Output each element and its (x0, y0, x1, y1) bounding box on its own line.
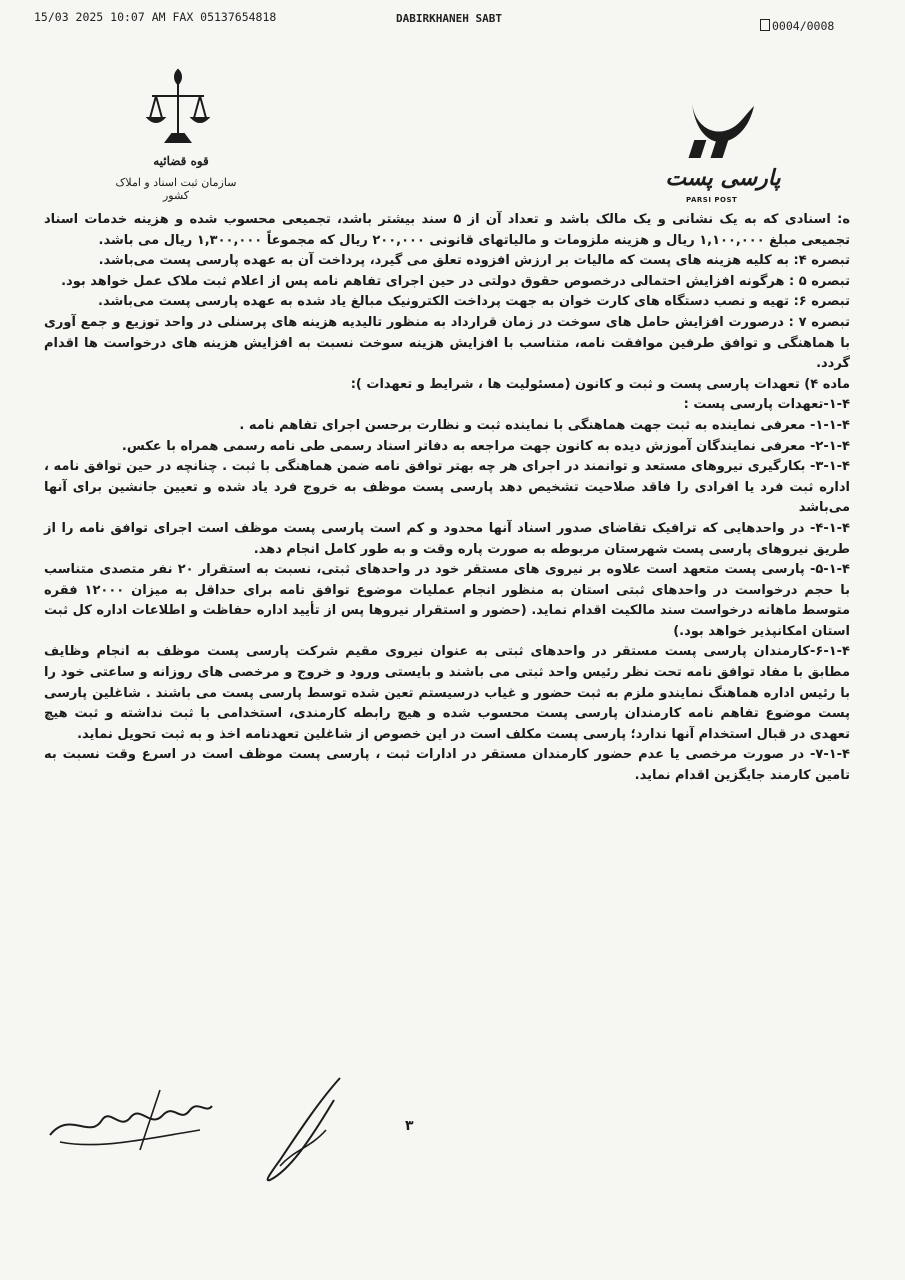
clause-4-1-5: ۵-۱-۴- پارسی پست متعهد است علاوه بر نیروی های مستقر خود در واحدهای ثبتی، نسبت به استقرار ۲۰ نفر متصدی متناسب با حجم درخواست در واحدهای ثبتی استان به منظور انجام عملیات موضوع توافق نامه برای حداقل به میزان ۱۲۰۰۰ فقره متوسط ماهانه درخواست سند مالکیت اقدام نماید. (حضور و استقرار نیروها پس از تأیید اداره حفاظت و اطلاعات اداره کل ثبت استان امکانپذیر خواهد بود.) (44, 562, 850, 639)
note-4: تبصره ۴: به کلیه هزینه های پست که مالیات بر ارزش افزوده تعلق می گیرد، پرداخت آن به عهده پارسی پست می‌باشد. (98, 253, 850, 269)
document-body (44, 210, 850, 787)
page-number: ۳ (405, 1118, 414, 1134)
fax-timestamp: 15/03 2025 10:07 AM FAX 05137654818 (34, 10, 277, 24)
clause-4-1-2: ۲-۱-۴- معرفی نمایندگان آموزش دیده به کانون جهت مراجعه به دفاتر اسناد رسمی طی نامه رسمی همراه با عکس. (121, 438, 850, 454)
paragraph-h: ه: اسنادی که به یک نشانی و یک مالک باشد و تعداد آن از ۵ سند بیشتر باشد، تجمیعی محسوب شده و هزینه خدمات اسناد تجمیعی مبلغ ۱,۱۰۰,۰۰۰ ریال و هزینه ملزومات و مالیاتهای قانونی ۲۰۰,۰۰۰ ریال که مجموعاً ۱,۳۰۰,۰۰۰ ریال می باشد. (44, 212, 850, 248)
scales-of-justice-icon (146, 66, 210, 152)
note-7: تبصره ۷ : درصورت افزایش حامل های سوخت در زمان قرارداد به منظور تالیدیه هزینه های پرسنلی در واحد توزیع و جمع آوری با هماهنگی و توافق طرفین موافقت نامه، متناسب با افزایش هزینه سوخت نسبت به افزایش هزینه های درخواست ها اقدام گردد. (44, 314, 850, 372)
organization-title: سازمان ثبت اسناد و املاک کشور (115, 176, 237, 202)
note-5: تبصره ۵ : هرگونه افزایش احتمالی درخصوص حقوق دولتی در حین اجرای تفاهم نامه پس از اعلام ثبت ملاک عمل خواهد بود. (61, 273, 850, 289)
article-4-heading: ماده ۴) تعهدات پارسی پست و ثبت و کانون (مسئولیت ها ، شرایط و تعهدات ): (350, 376, 850, 392)
logo-wordmark: پارسی پست (665, 166, 781, 191)
clause-4-1-4: ۴-۱-۴- در واحدهایی که ترافیک تقاضای صدور اسناد آنها محدود و کم است پارسی پست موظف است اجرای توافق نامه را از طریق نیروهای پارسی پست شهرستان مربوطه به صورت پاره وقت و به طور کامل انجام دهد. (44, 520, 850, 557)
clause-4-1-7: ۷-۱-۴- در صورت مرخصی یا عدم حضور کارمندان مستقر در ادارات ثبت ، پارسی پست موظف است در اسرع وقت نسبت به تامین کارمند جایگزین اقدام نماید. (44, 747, 850, 784)
fax-page-count (760, 19, 834, 33)
fax-header (0, 8, 905, 33)
fax-page-count-text: 0004/0008 (772, 19, 835, 33)
section-4-1-heading: ۱-۴-تعهدات پارسی پست : (683, 397, 850, 413)
fax-sender: DABIRKHANEH SABT (396, 12, 502, 25)
signature-right (250, 1070, 370, 1190)
signature-left (40, 1080, 220, 1160)
judiciary-title: قوه قضائیه (153, 154, 209, 168)
clause-4-1-1: ۱-۱-۴- معرفی نماینده به ثبت جهت هماهنگی با نماینده ثبت و نظارت برحسن اجرای تفاهم نامه . (239, 417, 850, 433)
parsi-post-mark-icon (684, 98, 764, 164)
parsi-post-logo (660, 98, 786, 212)
clause-4-1-6: ۶-۱-۴-کارمندان پارسی پست مستقر در واحدهای ثبتی به عنوان نیروی مقیم شرکت پارسی پست موظف به انجام وظایف مطابق با مفاد توافق نامه تحت نظر رئیس واحد ثبتی می باشند و بایستی ورود و خروج و مرخصی های روزانه و ساعتی خود را با رئیس اداره هماهنگ نمایندو ملزم به ثبت حضور و غیاب درسیستم تعین شده توسط پارسی پست می باشند . شاغلین پارسی پست موضوع تفاهم نامه کارمندان پارسی پست محسوب شده و هیچ رابطه کارمندی، استخدامی با ثبت نداشته و ثبت هیچ تعهدی در قبال استخدام آنها ندارد؛ پارسی پست مکلف است در این خصوص از شاغلین تعهدنامه اخذ و به ثبت تحویل نماید. (44, 644, 850, 742)
clause-4-1-3: ۳-۱-۴- بکارگیری نیروهای مستعد و توانمند در اجرای هر چه بهتر توافق نامه ضمن هماهنگی با ثبت . چنانچه در حین توافق نامه ، اداره ثبت فرد یا افرادی را فاقد صلاحیت تشخیص دهد پارسی پست موظف به خروج فرد یاد شده و تعیین جانشین برای آنها می‌باشد (44, 459, 850, 516)
note-6: تبصره ۶: تهیه و نصب دستگاه های کارت خوان به جهت پرداخت الکترونیک مبالغ یاد شده به عهده پارسی پست می‌باشد. (98, 294, 850, 310)
logo-subtitle: PARSI POST (686, 196, 738, 204)
fax-page-icon (760, 19, 770, 31)
judiciary-emblem (106, 66, 246, 202)
